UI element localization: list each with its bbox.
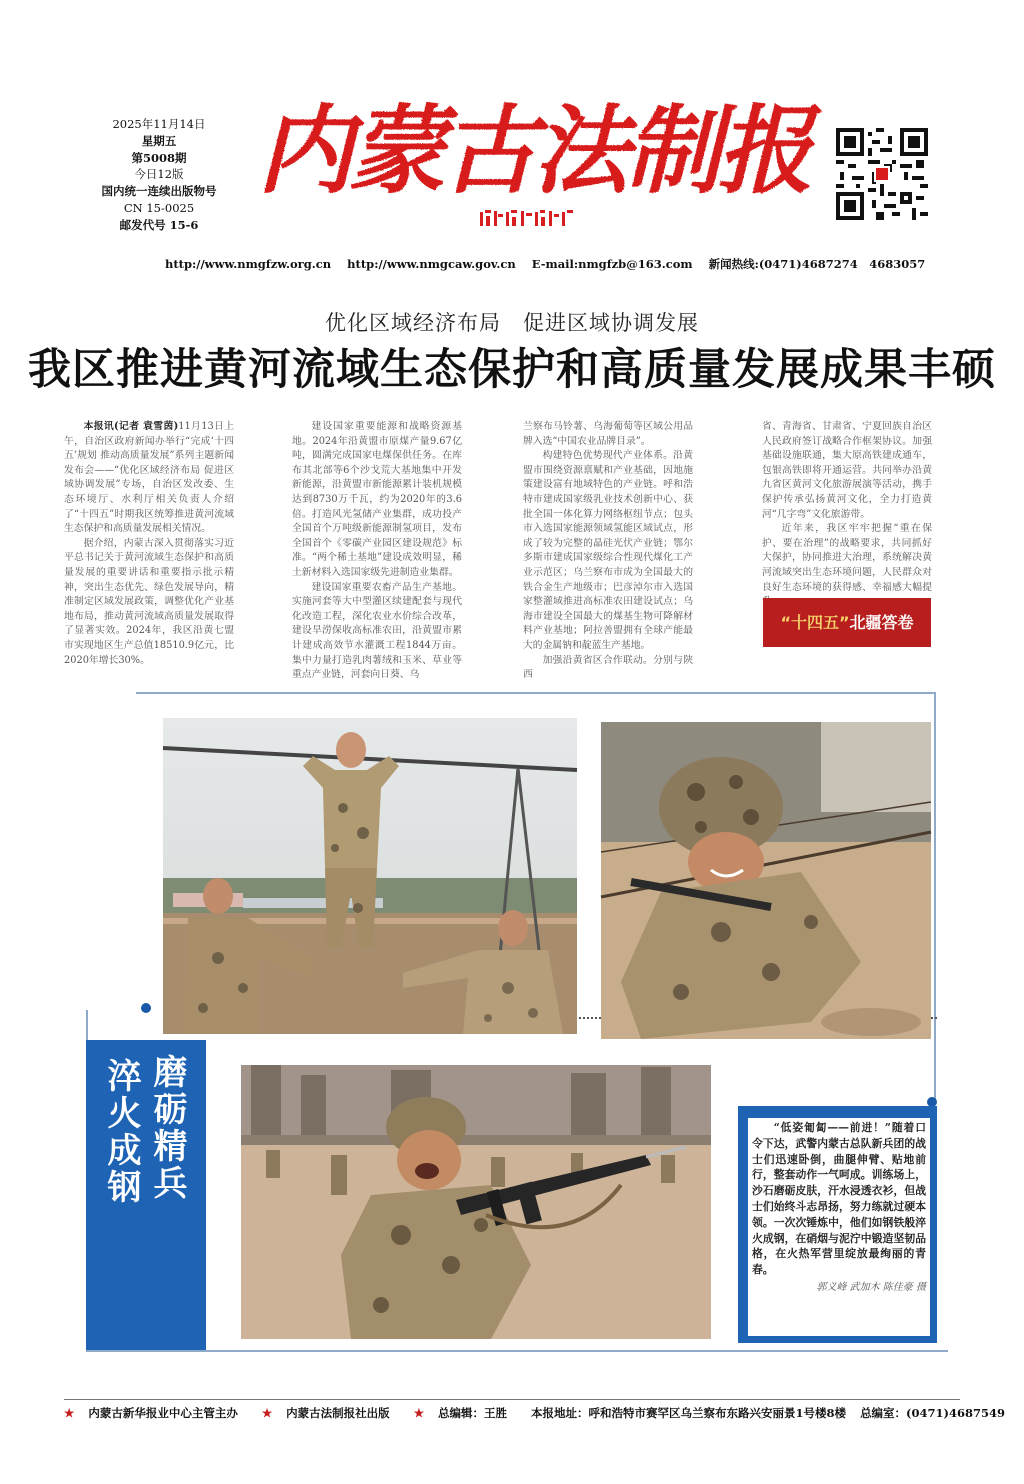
serial-label: 国内统一连续出版物号 <box>101 184 217 199</box>
calligraphy-logo-icon <box>248 86 818 216</box>
article-paragraph: 建设国家重要农畜产品生产基地。实施河套等大中型灌区续建配套与现代化改造工程，深化农业水价综合改革，建设旱涝保收高标准农田，沿黄盟市累计建成高效节水灌溉工程1844万亩。集中力量打造乳肉薯绒和玉米、草业等重点产业链，河套向日葵、乌 <box>292 581 462 681</box>
series-badge[interactable] <box>763 598 931 647</box>
mongolian-script-icon <box>478 208 578 234</box>
logo-text: 内蒙古法制报 <box>257 94 809 207</box>
bayonet-charge-photo[interactable] <box>241 1065 711 1339</box>
footer-bar <box>64 1405 1005 1421</box>
website-link-2[interactable]: http://www.nmgcaw.gov.cn <box>347 257 516 271</box>
issue-weekday: 星期五 <box>141 133 177 148</box>
issue-pages: 今日12版 <box>134 167 184 182</box>
photo-caption-text: “低姿匍匐——前进！”随着口令下达，武警内蒙古总队新兵团的战士们迅速卧倒，曲腿伸臂、贴地前行，整套动作一气呵成。训练场上，沙石磨砺皮肤，汗水浸透衣衫，但战士们始终斗志昂扬，努力练就过硬本领。一次次锤炼中，他们如钢铁般淬火成钢，在硝烟与泥泞中锻造坚韧品格，在火热军营里绽放最绚丽的青春。 <box>752 1121 926 1277</box>
badge-quote: “十四五” <box>780 613 850 632</box>
footer-sponsor: 内蒙古新华报业中心主管主办 <box>88 1406 238 1420</box>
article-paragraph: 加强沿黄省区合作联动。分别与陕西 <box>523 654 693 681</box>
news-hotline: 新闻热线:(0471)4687274 4683057 <box>708 257 926 271</box>
photo-caption-box <box>738 1106 937 1343</box>
feature-title-left: 淬火成钢 <box>101 1058 141 1206</box>
article-paragraph: 建设国家重要能源和战略资源基地。2024年沿黄盟市原煤产量9.67亿吨，圆满完成国家电煤保供任务。在库布其北部等6个沙戈荒大基地集中开发新能源，沿黄盟市新能源累计装机规模达到8730万千瓦，约为2020年的3.6倍。打造风光氢储产业集群，成功投产全国首个万吨级新能源制氢项目，发布全国首个《零碳产业园区建设规范》标准。“两个稀土基地”建设成效明显，稀土新材料入选国家级先进制造业集群。 <box>292 421 462 578</box>
email-link[interactable]: E-mail:nmgfzb@163.com <box>531 257 693 271</box>
article-byline: 本报讯(记者 袁雪茵) <box>83 421 179 432</box>
footer-address: 本报地址：呼和浩特市赛罕区乌兰察布东路兴安丽景1号楼8楼 <box>531 1406 847 1420</box>
article-paragraph: 兰察布马铃薯、乌海葡萄等区域公用品牌入选“中国农业品牌目录”。 <box>523 421 693 447</box>
article-column-2 <box>292 420 462 681</box>
cn-number: CN 15-0025 <box>123 200 195 215</box>
issue-info <box>95 116 223 234</box>
headline-kicker: 优化区域经济布局 促进区域协调发展 <box>325 311 699 335</box>
crawling-soldier-photo[interactable] <box>601 722 931 1039</box>
footer-office: 总编室：(0471)4687549 <box>860 1406 1005 1420</box>
star-icon: ★ <box>261 1406 273 1420</box>
badge-text: 北疆答卷 <box>849 613 914 632</box>
article-paragraph: 省、青海省、甘肃省、宁夏回族自治区人民政府签订战略合作框架协议。加强基础设施联通，集大原高铁建成通车，包银高铁即将开通运营。共同举办沿黄九省区黄河文化旅游展演等活动，携手保护传承弘扬黄河文化，全力打造黄河“几字弯”文化旅游带。 <box>762 421 932 520</box>
article-paragraph: 据介绍，内蒙古深入贯彻落实习近平总书记关于黄河流域生态保护和高质量发展的重要讲话和重要指示批示精神，突出生态优先、绿色发展导向，精准制定区域发展政策，调整优化产业基地布局，推动黄河流域高质量发展取得了显著实效。2024年，我区沿黄七盟市实现地区生产总值18510.9亿元，比2020年增长30%。 <box>64 537 234 666</box>
article-column-4 <box>762 420 932 593</box>
star-icon: ★ <box>64 1406 75 1420</box>
headline-title: 我区推进黄河流域生态保护和高质量发展成果丰硕 <box>28 345 996 395</box>
footer-editor: 总编辑：王胜 <box>438 1406 508 1420</box>
article-paragraph: 11月13日上午，自治区政府新闻办举行“完成‘十四五’规划 推动高质量发展”系列主题新闻发布会——“优化区域经济布局 促进区域协调发展”专场，自治区发改委、生态环境厅、水利厅相关负责人介绍了“十四五”时期我区统筹推进黄河流域生态保护和高质量发展相关情况。 <box>64 421 234 535</box>
article-column-3 <box>523 420 693 681</box>
pull-up-training-photo[interactable] <box>163 718 577 1034</box>
newspaper-logo <box>248 86 818 216</box>
footer-divider <box>64 1399 960 1400</box>
issue-date: 2025年11月14日 <box>112 117 206 131</box>
issue-number: 第5008期 <box>131 150 187 165</box>
divider-dot-icon <box>141 1003 151 1013</box>
feature-title-right: 磨砺精兵 <box>147 1054 187 1202</box>
article-paragraph: 构建特色优势现代产业体系。沿黄盟市围绕资源禀赋和产业基础，因地施策建设富有地域特色的产业链。呼和浩特市建成国家级乳业技术创新中心、获批全国一体化算力网络枢纽节点；包头市入选国家能源领域氢能区域试点，形成了较为完整的晶硅光伏产业链；鄂尔多斯市建成国家级综合性现代煤化工产业示范区；乌兰察布市成为全国最大的铁合金生产地级市；巴彦淖尔市入选国家整灌域推进高标准农田建设试点；乌海市建设全国最大的煤基生物可降解材料产业基地；阿拉善盟拥有全球产能最大的金属钠和靛蓝生产基地。 <box>523 450 693 651</box>
photo-credit: 郭义峰 武加木 陈佳豪 摄 <box>816 1281 926 1293</box>
article-column-1 <box>64 420 234 666</box>
contact-bar <box>165 256 925 272</box>
postal-code: 邮发代号 15-6 <box>119 217 199 232</box>
qr-code-icon[interactable] <box>836 128 928 220</box>
website-link-1[interactable]: http://www.nmgfzw.org.cn <box>165 257 332 271</box>
star-icon: ★ <box>413 1406 424 1420</box>
footer-publisher: 内蒙古法制报社出版 <box>286 1406 390 1420</box>
feature-title-block <box>86 1040 206 1350</box>
article-paragraph: 近年来，我区牢牢把握“重在保护、要在治理”的战略要求，共同抓好大保护，协同推进大治理，系统解决黄河流域突出生态环境问题，人民群众对良好生态环境的获得感、幸福感大幅提 <box>762 523 932 593</box>
